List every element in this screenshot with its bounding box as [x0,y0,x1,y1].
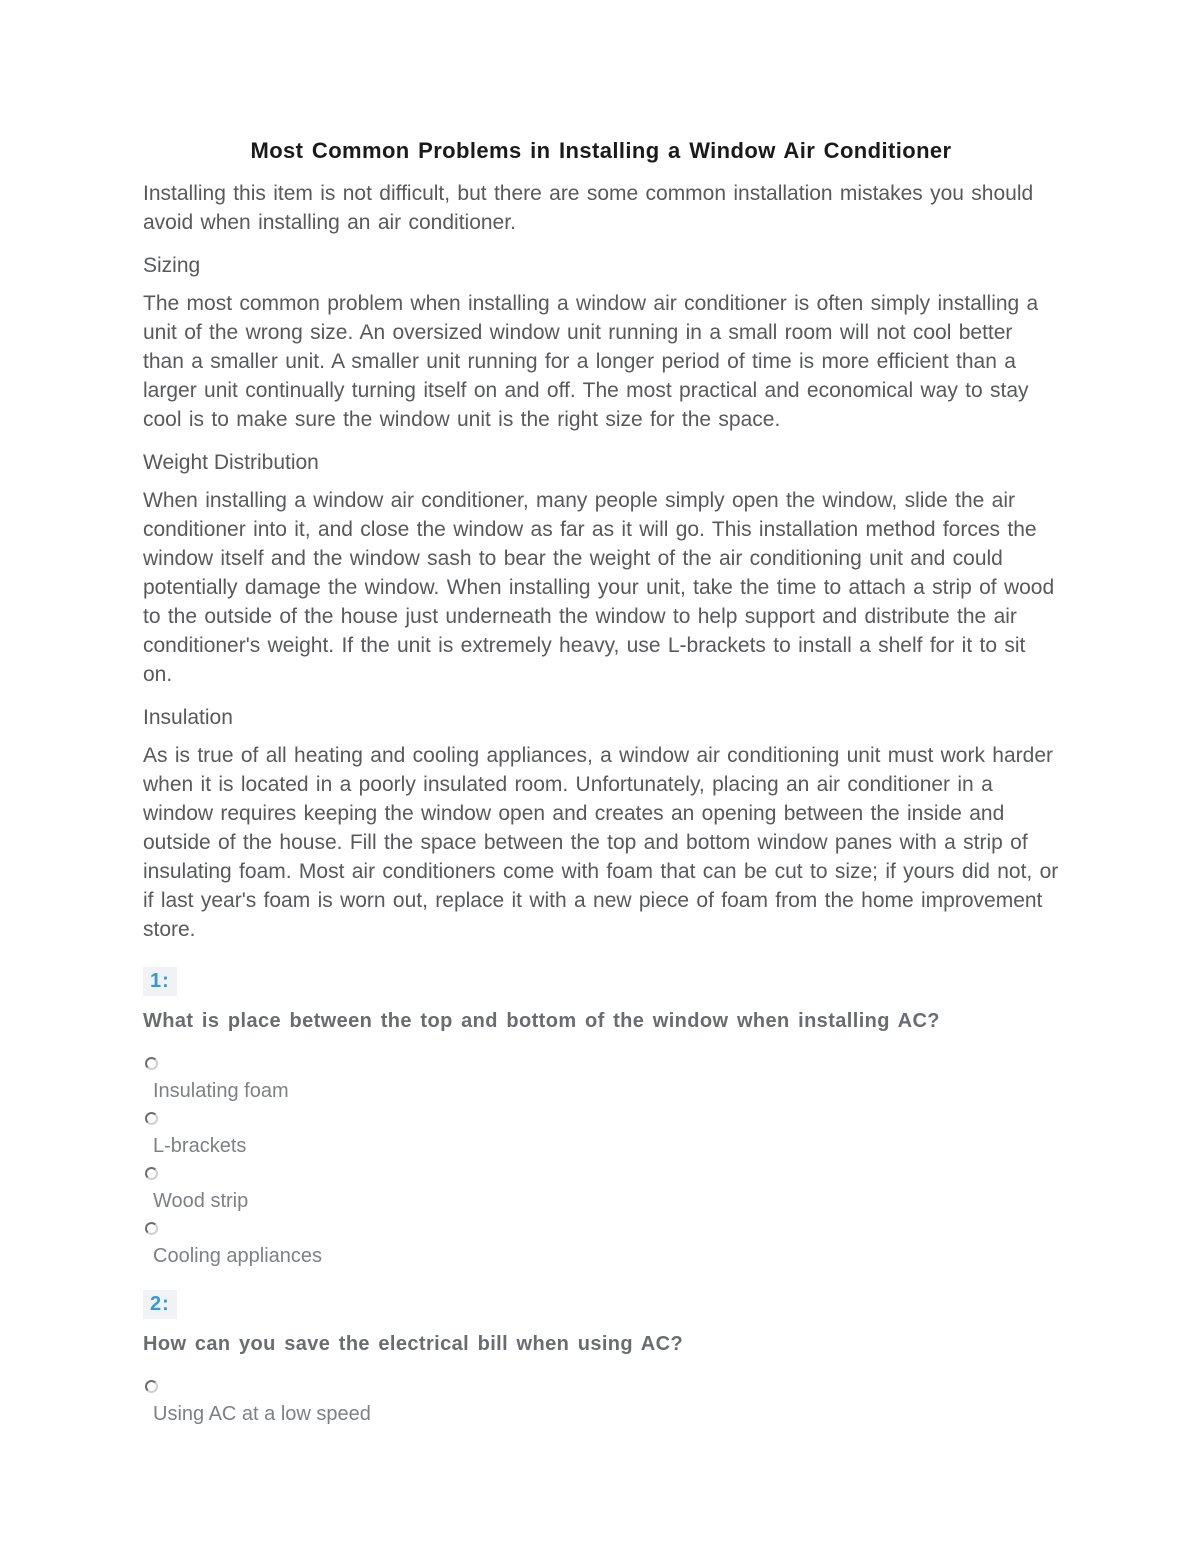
section-heading-sizing: Sizing [143,254,201,277]
radio-button[interactable] [145,1112,158,1125]
section-paragraph-weight-distribution: When installing a window air conditioner, many people simply open the window, slide the air conditioner into it, and close the window as far as it will go. This installation method forces the window itself and the window sash to bear the weight of the air conditioning unit and could potentially damage the window. When installing your unit, take the time to attach a strip of wood to the outside of the house just underneath the window to help support and distribute the air conditioner's weight. If the unit is extremely heavy, use L-brackets to install a shelf for it to sit on. [143,489,1055,686]
question-1-option-1 [143,1057,1059,1103]
radio-button[interactable] [145,1167,158,1180]
section-heading-insulation: Insulation [143,706,233,729]
question-2 [143,1284,1059,1426]
question-1-option-2 [143,1112,1059,1158]
radio-button[interactable] [145,1057,158,1070]
question-2-number-badge: 2: [143,1290,177,1319]
option-label[interactable]: Wood strip [153,1190,249,1212]
option-label[interactable]: Insulating foam [153,1080,289,1102]
section-paragraph-sizing: The most common problem when installing a window air conditioner is often simply installing a unit of the wrong size. An oversized window unit running in a small room will not cool better than a smaller unit. A smaller unit running for a longer period of time is more efficient than a larger unit continually turning itself on and off. The most practical and economical way to stay cool is to make sure the window unit is the right size for the space. [143,292,1039,431]
question-1-option-3 [143,1167,1059,1213]
intro-paragraph: Installing this item is not difficult, but there are some common installation mistakes you should avoid when installing an air conditioner. [143,182,1034,234]
page-title: Most Common Problems in Installing a Window Air Conditioner [250,138,952,163]
section-paragraph-insulation: As is true of all heating and cooling appliances, a window air conditioning unit must work harder when it is located in a poorly insulated room. Unfortunately, placing an air conditioner in a window requires keeping the window open and creates an opening between the inside and outside of the house. Fill the space between the top and bottom window panes with a strip of insulating foam. Most air conditioners come with foam that can be cut to size; if yours did not, or if last year's foam is worn out, replace it with a new piece of foam from the home improvement store. [143,744,1059,941]
question-1-number-badge: 1: [143,967,177,996]
question-1-option-4 [143,1222,1059,1268]
option-label[interactable]: L-brackets [153,1135,247,1157]
document-content [143,138,1059,1435]
radio-button[interactable] [145,1380,158,1393]
option-label[interactable]: Using AC at a low speed [153,1403,371,1425]
question-1 [143,961,1059,1268]
question-2-text: How can you save the electrical bill when using AC? [143,1333,684,1355]
question-2-option-1 [143,1380,1059,1426]
section-heading-weight-distribution: Weight Distribution [143,451,319,474]
question-1-text: What is place between the top and bottom of the window when installing AC? [143,1010,940,1032]
option-label[interactable]: Cooling appliances [153,1245,323,1267]
radio-button[interactable] [145,1222,158,1235]
